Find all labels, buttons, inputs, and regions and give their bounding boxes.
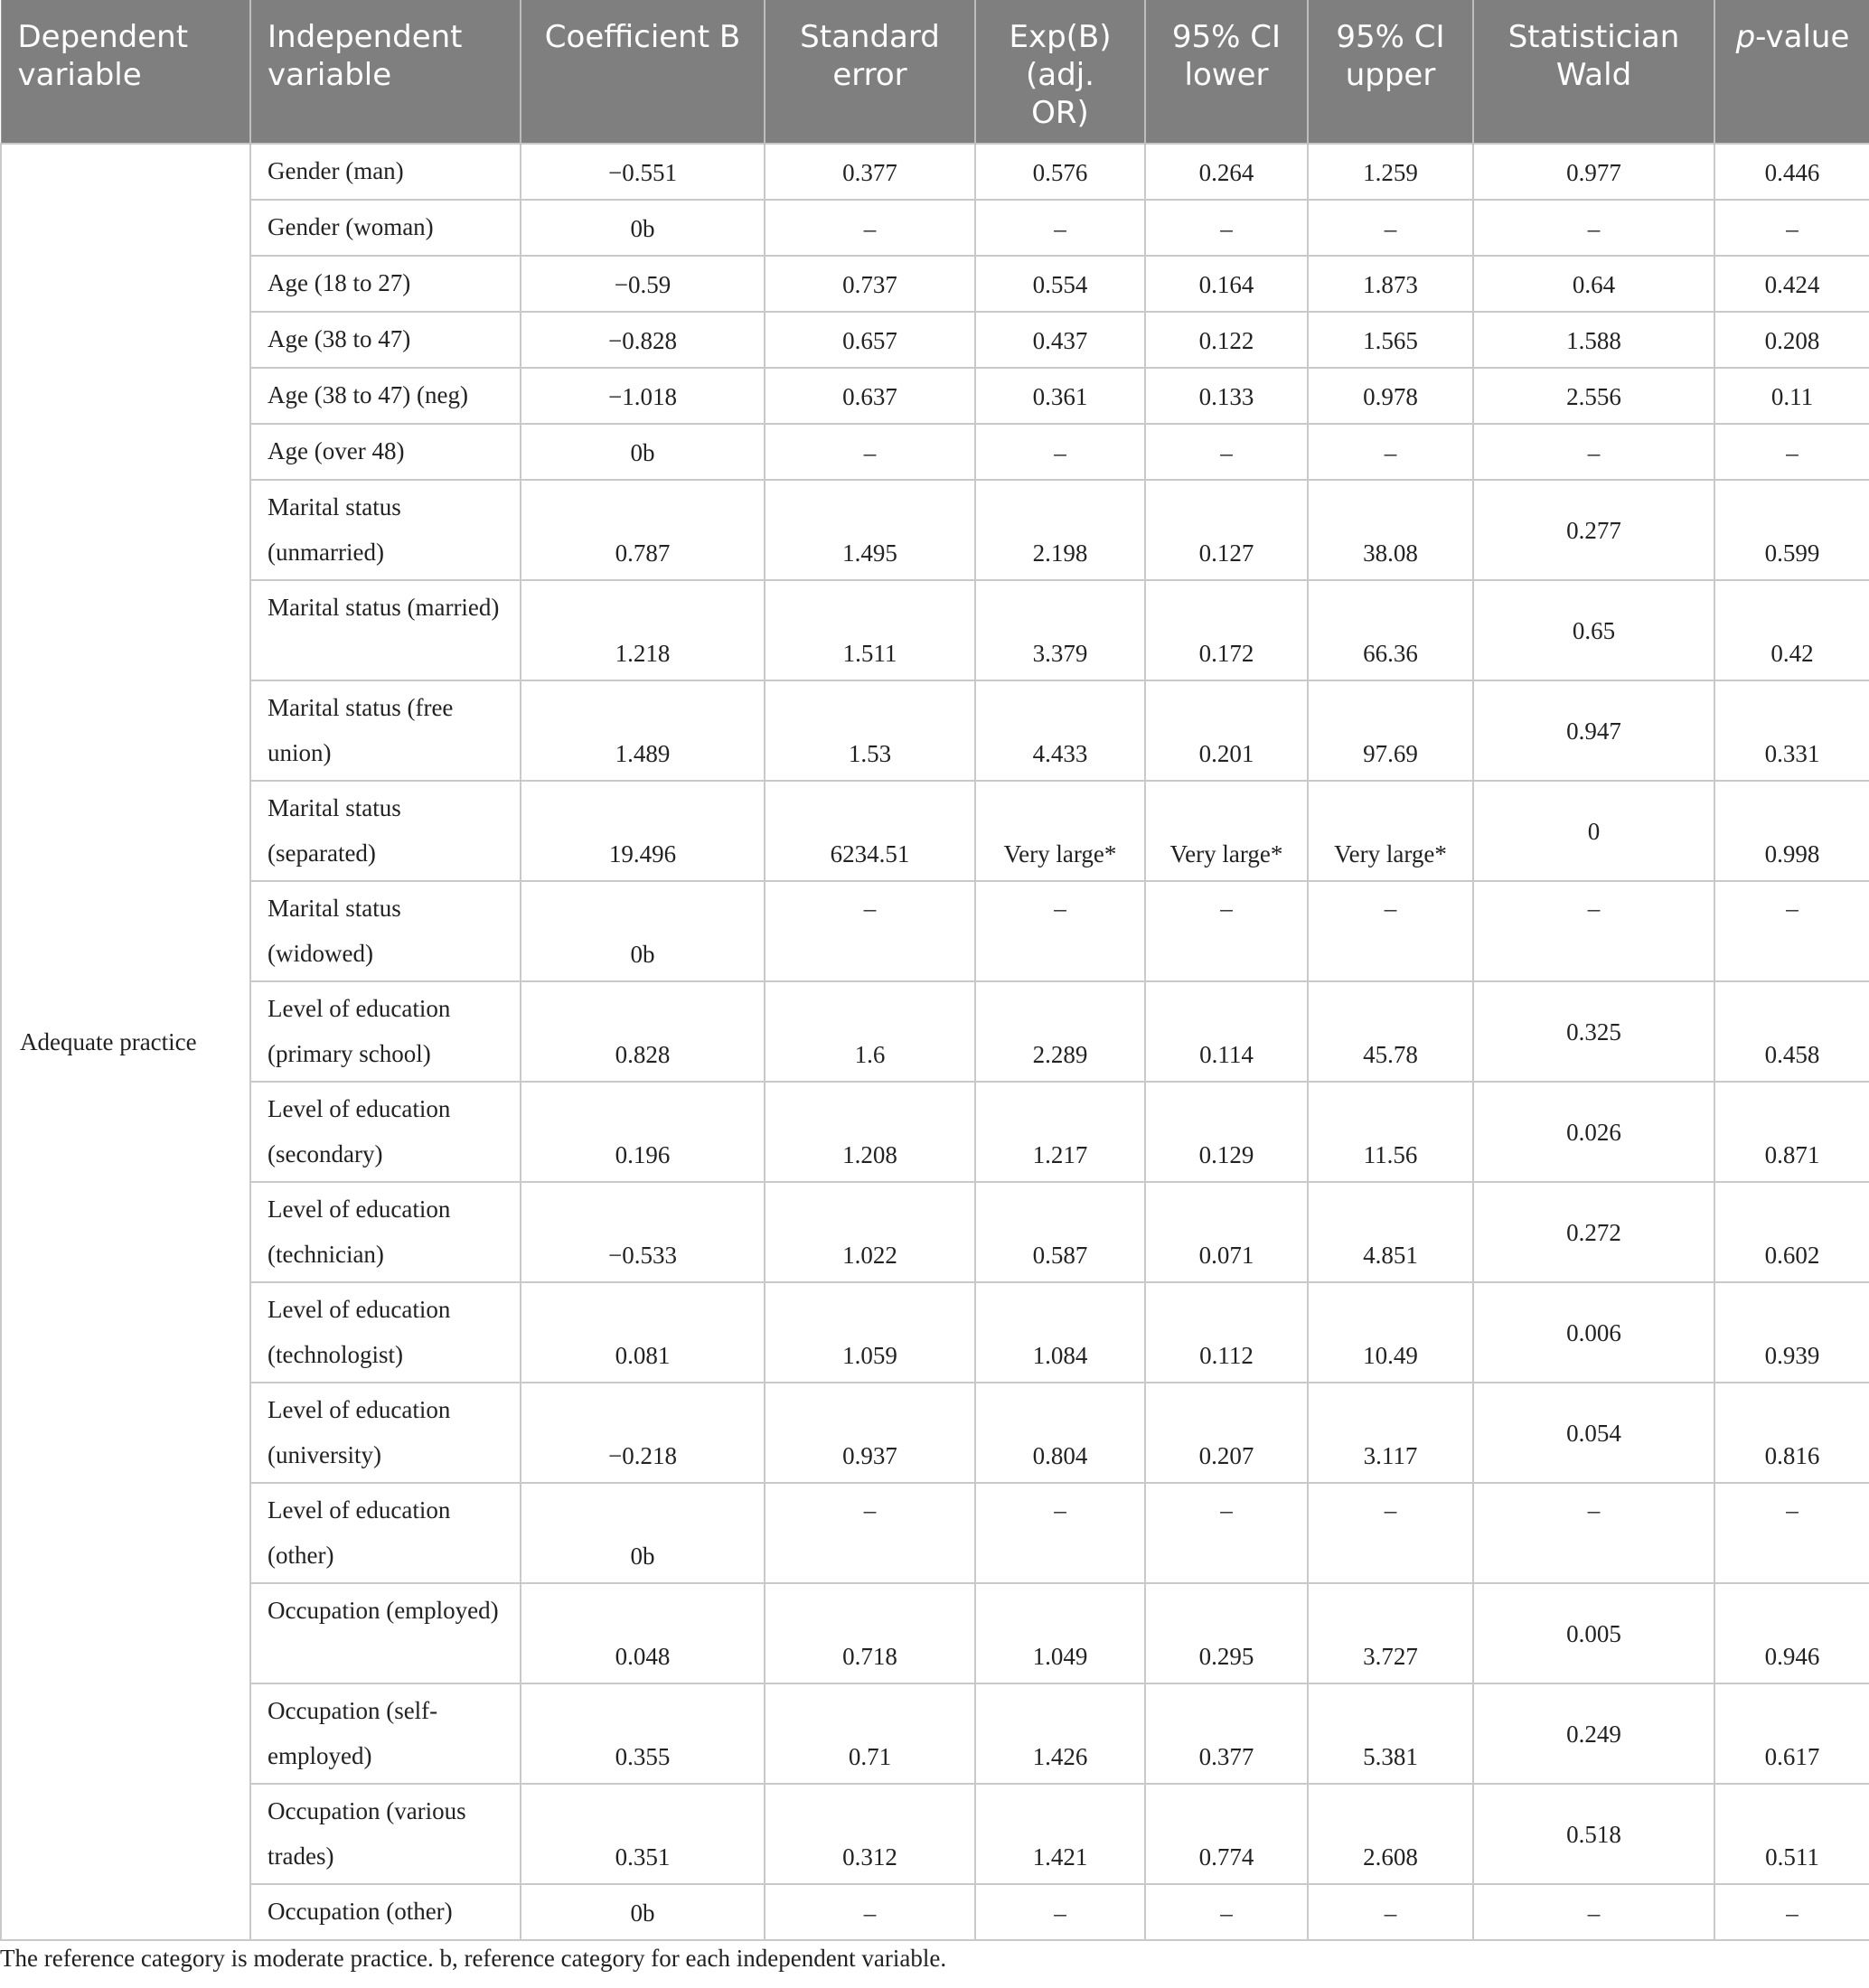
independent-variable-cell: Gender (man) bbox=[250, 144, 521, 200]
independent-variable-cell: Marital status (separated) bbox=[250, 781, 521, 881]
p-value-cell: 0.602 bbox=[1714, 1182, 1869, 1282]
coefficient-b-cell: −0.828 bbox=[521, 312, 765, 368]
exp-b-cell: 1.426 bbox=[975, 1683, 1145, 1784]
standard-error-cell: – bbox=[765, 881, 975, 981]
p-value-cell: 0.208 bbox=[1714, 312, 1869, 368]
exp-b-cell: 3.379 bbox=[975, 580, 1145, 680]
independent-variable-cell: Age (38 to 47) (neg) bbox=[250, 368, 521, 424]
independent-variable-cell: Age (38 to 47) bbox=[250, 312, 521, 368]
p-value-cell: 0.871 bbox=[1714, 1082, 1869, 1182]
header-p-rest: -value bbox=[1755, 19, 1850, 55]
wald-cell: 0.947 bbox=[1473, 680, 1714, 781]
independent-variable-cell: Occupation (employed) bbox=[250, 1583, 521, 1683]
exp-b-cell: 2.198 bbox=[975, 480, 1145, 580]
exp-b-cell: 0.804 bbox=[975, 1383, 1145, 1483]
p-value-cell: 0.599 bbox=[1714, 480, 1869, 580]
coefficient-b-cell: 0b bbox=[521, 881, 765, 981]
exp-b-cell: 1.084 bbox=[975, 1282, 1145, 1383]
ci-upper-cell: 38.08 bbox=[1308, 480, 1473, 580]
standard-error-cell: 1.6 bbox=[765, 981, 975, 1082]
header-coefficient-b: Coefficient B bbox=[521, 0, 765, 144]
table-row bbox=[1, 580, 1869, 680]
wald-cell: 0.277 bbox=[1473, 480, 1714, 580]
coefficient-b-cell: 0b bbox=[521, 200, 765, 256]
p-value-cell: – bbox=[1714, 1884, 1869, 1940]
table-row bbox=[1, 1383, 1869, 1483]
wald-cell: 0.977 bbox=[1473, 144, 1714, 200]
standard-error-cell: 0.937 bbox=[765, 1383, 975, 1483]
header-exp-b: Exp(B) (adj. OR) bbox=[975, 0, 1145, 144]
wald-cell: – bbox=[1473, 1483, 1714, 1583]
header-ci-upper: 95% CI upper bbox=[1308, 0, 1473, 144]
ci-upper-cell: 0.978 bbox=[1308, 368, 1473, 424]
independent-variable-cell: Marital status (unmarried) bbox=[250, 480, 521, 580]
p-value-cell: – bbox=[1714, 1483, 1869, 1583]
independent-variable-cell: Marital status (married) bbox=[250, 580, 521, 680]
coefficient-b-cell: −0.218 bbox=[521, 1383, 765, 1483]
ci-lower-cell: Very large* bbox=[1145, 781, 1308, 881]
ci-upper-cell: 45.78 bbox=[1308, 981, 1473, 1082]
coefficient-b-cell: 1.218 bbox=[521, 580, 765, 680]
table-row bbox=[1, 480, 1869, 580]
exp-b-cell: 2.289 bbox=[975, 981, 1145, 1082]
coefficient-b-cell: 0.351 bbox=[521, 1784, 765, 1884]
ci-lower-cell: 0.377 bbox=[1145, 1683, 1308, 1784]
wald-cell: 0.325 bbox=[1473, 981, 1714, 1082]
standard-error-cell: 0.657 bbox=[765, 312, 975, 368]
independent-variable-cell: Marital status (widowed) bbox=[250, 881, 521, 981]
standard-error-cell: 1.511 bbox=[765, 580, 975, 680]
coefficient-b-cell: 0b bbox=[521, 1483, 765, 1583]
exp-b-cell: 0.437 bbox=[975, 312, 1145, 368]
standard-error-cell: 1.495 bbox=[765, 480, 975, 580]
p-value-cell: 0.998 bbox=[1714, 781, 1869, 881]
wald-cell: 0.006 bbox=[1473, 1282, 1714, 1383]
exp-b-cell: 0.576 bbox=[975, 144, 1145, 200]
wald-cell: 0 bbox=[1473, 781, 1714, 881]
ci-lower-cell: – bbox=[1145, 1884, 1308, 1940]
table-row bbox=[1, 1784, 1869, 1884]
independent-variable-cell: Occupation (self-employed) bbox=[250, 1683, 521, 1784]
standard-error-cell: 0.312 bbox=[765, 1784, 975, 1884]
wald-cell: 1.588 bbox=[1473, 312, 1714, 368]
coefficient-b-cell: 0.787 bbox=[521, 480, 765, 580]
table-row bbox=[1, 1583, 1869, 1683]
table-footnote: The reference category is moderate practice. b, reference category for each independent variable. bbox=[0, 1945, 947, 1972]
p-value-cell: – bbox=[1714, 424, 1869, 480]
ci-lower-cell: 0.295 bbox=[1145, 1583, 1308, 1683]
header-ci-lower: 95% CI lower bbox=[1145, 0, 1308, 144]
header-p-italic: p bbox=[1735, 19, 1756, 55]
table-row bbox=[1, 1082, 1869, 1182]
table-row bbox=[1, 1884, 1869, 1940]
p-value-cell: 0.458 bbox=[1714, 981, 1869, 1082]
independent-variable-cell: Level of education (other) bbox=[250, 1483, 521, 1583]
table-row bbox=[1, 1683, 1869, 1784]
ci-upper-cell: – bbox=[1308, 1884, 1473, 1940]
header-independent-variable: Independent variable bbox=[250, 0, 521, 144]
coefficient-b-cell: −0.59 bbox=[521, 256, 765, 312]
independent-variable-cell: Age (18 to 27) bbox=[250, 256, 521, 312]
dependent-variable-cell: Adequate practice bbox=[1, 144, 250, 1940]
standard-error-cell: – bbox=[765, 1884, 975, 1940]
table-row bbox=[1, 881, 1869, 981]
header-dependent-variable: Dependent variable bbox=[1, 0, 250, 144]
wald-cell: 0.005 bbox=[1473, 1583, 1714, 1683]
ci-upper-cell: 11.56 bbox=[1308, 1082, 1473, 1182]
table-body bbox=[1, 144, 1869, 1940]
ci-lower-cell: 0.114 bbox=[1145, 981, 1308, 1082]
p-value-cell: 0.617 bbox=[1714, 1683, 1869, 1784]
independent-variable-cell: Level of education (technician) bbox=[250, 1182, 521, 1282]
wald-cell: 0.272 bbox=[1473, 1182, 1714, 1282]
wald-cell: – bbox=[1473, 200, 1714, 256]
standard-error-cell: 1.53 bbox=[765, 680, 975, 781]
wald-cell: 0.518 bbox=[1473, 1784, 1714, 1884]
coefficient-b-cell: −0.551 bbox=[521, 144, 765, 200]
standard-error-cell: 0.637 bbox=[765, 368, 975, 424]
ci-lower-cell: 0.774 bbox=[1145, 1784, 1308, 1884]
independent-variable-cell: Occupation (various trades) bbox=[250, 1784, 521, 1884]
ci-lower-cell: 0.112 bbox=[1145, 1282, 1308, 1383]
independent-variable-cell: Level of education (university) bbox=[250, 1383, 521, 1483]
p-value-cell: 0.939 bbox=[1714, 1282, 1869, 1383]
wald-cell: 0.249 bbox=[1473, 1683, 1714, 1784]
p-value-cell: 0.511 bbox=[1714, 1784, 1869, 1884]
ci-lower-cell: 0.264 bbox=[1145, 144, 1308, 200]
p-value-cell: 0.446 bbox=[1714, 144, 1869, 200]
independent-variable-cell: Gender (woman) bbox=[250, 200, 521, 256]
ci-lower-cell: – bbox=[1145, 200, 1308, 256]
table-row bbox=[1, 256, 1869, 312]
ci-upper-cell: – bbox=[1308, 1483, 1473, 1583]
exp-b-cell: – bbox=[975, 1483, 1145, 1583]
header-row bbox=[1, 0, 1869, 144]
coefficient-b-cell: 0.828 bbox=[521, 981, 765, 1082]
exp-b-cell: 1.049 bbox=[975, 1583, 1145, 1683]
exp-b-cell: – bbox=[975, 1884, 1145, 1940]
table-row bbox=[1, 144, 1869, 200]
ci-lower-cell: 0.133 bbox=[1145, 368, 1308, 424]
exp-b-cell: – bbox=[975, 881, 1145, 981]
standard-error-cell: 1.208 bbox=[765, 1082, 975, 1182]
p-value-cell: 0.816 bbox=[1714, 1383, 1869, 1483]
exp-b-cell: 0.587 bbox=[975, 1182, 1145, 1282]
header-p-value bbox=[1714, 0, 1869, 144]
ci-upper-cell: 10.49 bbox=[1308, 1282, 1473, 1383]
coefficient-b-cell: 1.489 bbox=[521, 680, 765, 781]
wald-cell: – bbox=[1473, 1884, 1714, 1940]
table-row bbox=[1, 680, 1869, 781]
p-value-cell: 0.11 bbox=[1714, 368, 1869, 424]
exp-b-cell: 0.361 bbox=[975, 368, 1145, 424]
wald-cell: 0.65 bbox=[1473, 580, 1714, 680]
ci-upper-cell: 4.851 bbox=[1308, 1182, 1473, 1282]
independent-variable-cell: Level of education (primary school) bbox=[250, 981, 521, 1082]
standard-error-cell: 0.377 bbox=[765, 144, 975, 200]
table-row bbox=[1, 368, 1869, 424]
ci-upper-cell: 1.259 bbox=[1308, 144, 1473, 200]
ci-lower-cell: – bbox=[1145, 424, 1308, 480]
standard-error-cell: 6234.51 bbox=[765, 781, 975, 881]
p-value-cell: – bbox=[1714, 200, 1869, 256]
independent-variable-cell: Marital status (free union) bbox=[250, 680, 521, 781]
wald-cell: – bbox=[1473, 881, 1714, 981]
ci-upper-cell: 2.608 bbox=[1308, 1784, 1473, 1884]
coefficient-b-cell: 0.081 bbox=[521, 1282, 765, 1383]
coefficient-b-cell: 19.496 bbox=[521, 781, 765, 881]
coefficient-b-cell: 0b bbox=[521, 424, 765, 480]
coefficient-b-cell: 0.048 bbox=[521, 1583, 765, 1683]
standard-error-cell: – bbox=[765, 200, 975, 256]
standard-error-cell: 1.022 bbox=[765, 1182, 975, 1282]
exp-b-cell: 4.433 bbox=[975, 680, 1145, 781]
p-value-cell: – bbox=[1714, 881, 1869, 981]
ci-lower-cell: 0.129 bbox=[1145, 1082, 1308, 1182]
ci-upper-cell: – bbox=[1308, 200, 1473, 256]
exp-b-cell: Very large* bbox=[975, 781, 1145, 881]
wald-cell: 2.556 bbox=[1473, 368, 1714, 424]
independent-variable-cell: Age (over 48) bbox=[250, 424, 521, 480]
table-row bbox=[1, 781, 1869, 881]
ci-upper-cell: – bbox=[1308, 881, 1473, 981]
ci-upper-cell: 1.565 bbox=[1308, 312, 1473, 368]
coefficient-b-cell: 0.355 bbox=[521, 1683, 765, 1784]
ci-lower-cell: 0.127 bbox=[1145, 480, 1308, 580]
standard-error-cell: 0.71 bbox=[765, 1683, 975, 1784]
table-row bbox=[1, 424, 1869, 480]
independent-variable-cell: Occupation (other) bbox=[250, 1884, 521, 1940]
exp-b-cell: – bbox=[975, 424, 1145, 480]
ci-lower-cell: – bbox=[1145, 1483, 1308, 1583]
exp-b-cell: – bbox=[975, 200, 1145, 256]
exp-b-cell: 1.217 bbox=[975, 1082, 1145, 1182]
table-row bbox=[1, 1282, 1869, 1383]
table-row bbox=[1, 312, 1869, 368]
header-wald: Statistician Wald bbox=[1473, 0, 1714, 144]
ci-lower-cell: 0.201 bbox=[1145, 680, 1308, 781]
wald-cell: 0.64 bbox=[1473, 256, 1714, 312]
table-row bbox=[1, 1182, 1869, 1282]
coefficient-b-cell: −0.533 bbox=[521, 1182, 765, 1282]
header-standard-error: Standard error bbox=[765, 0, 975, 144]
ci-upper-cell: – bbox=[1308, 424, 1473, 480]
ci-lower-cell: 0.071 bbox=[1145, 1182, 1308, 1282]
ci-upper-cell: 97.69 bbox=[1308, 680, 1473, 781]
standard-error-cell: 0.718 bbox=[765, 1583, 975, 1683]
p-value-cell: 0.331 bbox=[1714, 680, 1869, 781]
exp-b-cell: 0.554 bbox=[975, 256, 1145, 312]
standard-error-cell: 1.059 bbox=[765, 1282, 975, 1383]
ci-lower-cell: 0.164 bbox=[1145, 256, 1308, 312]
wald-cell: – bbox=[1473, 424, 1714, 480]
table-row bbox=[1, 1483, 1869, 1583]
wald-cell: 0.054 bbox=[1473, 1383, 1714, 1483]
p-value-cell: 0.42 bbox=[1714, 580, 1869, 680]
table-row bbox=[1, 981, 1869, 1082]
standard-error-cell: – bbox=[765, 1483, 975, 1583]
standard-error-cell: – bbox=[765, 424, 975, 480]
wald-cell: 0.026 bbox=[1473, 1082, 1714, 1182]
ci-lower-cell: – bbox=[1145, 881, 1308, 981]
ci-lower-cell: 0.207 bbox=[1145, 1383, 1308, 1483]
p-value-cell: 0.424 bbox=[1714, 256, 1869, 312]
ci-upper-cell: 66.36 bbox=[1308, 580, 1473, 680]
ci-upper-cell: 5.381 bbox=[1308, 1683, 1473, 1784]
standard-error-cell: 0.737 bbox=[765, 256, 975, 312]
ci-lower-cell: 0.172 bbox=[1145, 580, 1308, 680]
ci-lower-cell: 0.122 bbox=[1145, 312, 1308, 368]
independent-variable-cell: Level of education (technologist) bbox=[250, 1282, 521, 1383]
coefficient-b-cell: −1.018 bbox=[521, 368, 765, 424]
coefficient-b-cell: 0.196 bbox=[521, 1082, 765, 1182]
ci-upper-cell: 1.873 bbox=[1308, 256, 1473, 312]
exp-b-cell: 1.421 bbox=[975, 1784, 1145, 1884]
ci-upper-cell: 3.727 bbox=[1308, 1583, 1473, 1683]
ci-upper-cell: 3.117 bbox=[1308, 1383, 1473, 1483]
table-row bbox=[1, 200, 1869, 256]
ci-upper-cell: Very large* bbox=[1308, 781, 1473, 881]
independent-variable-cell: Level of education (secondary) bbox=[250, 1082, 521, 1182]
p-value-cell: 0.946 bbox=[1714, 1583, 1869, 1683]
coefficient-b-cell: 0b bbox=[521, 1884, 765, 1940]
